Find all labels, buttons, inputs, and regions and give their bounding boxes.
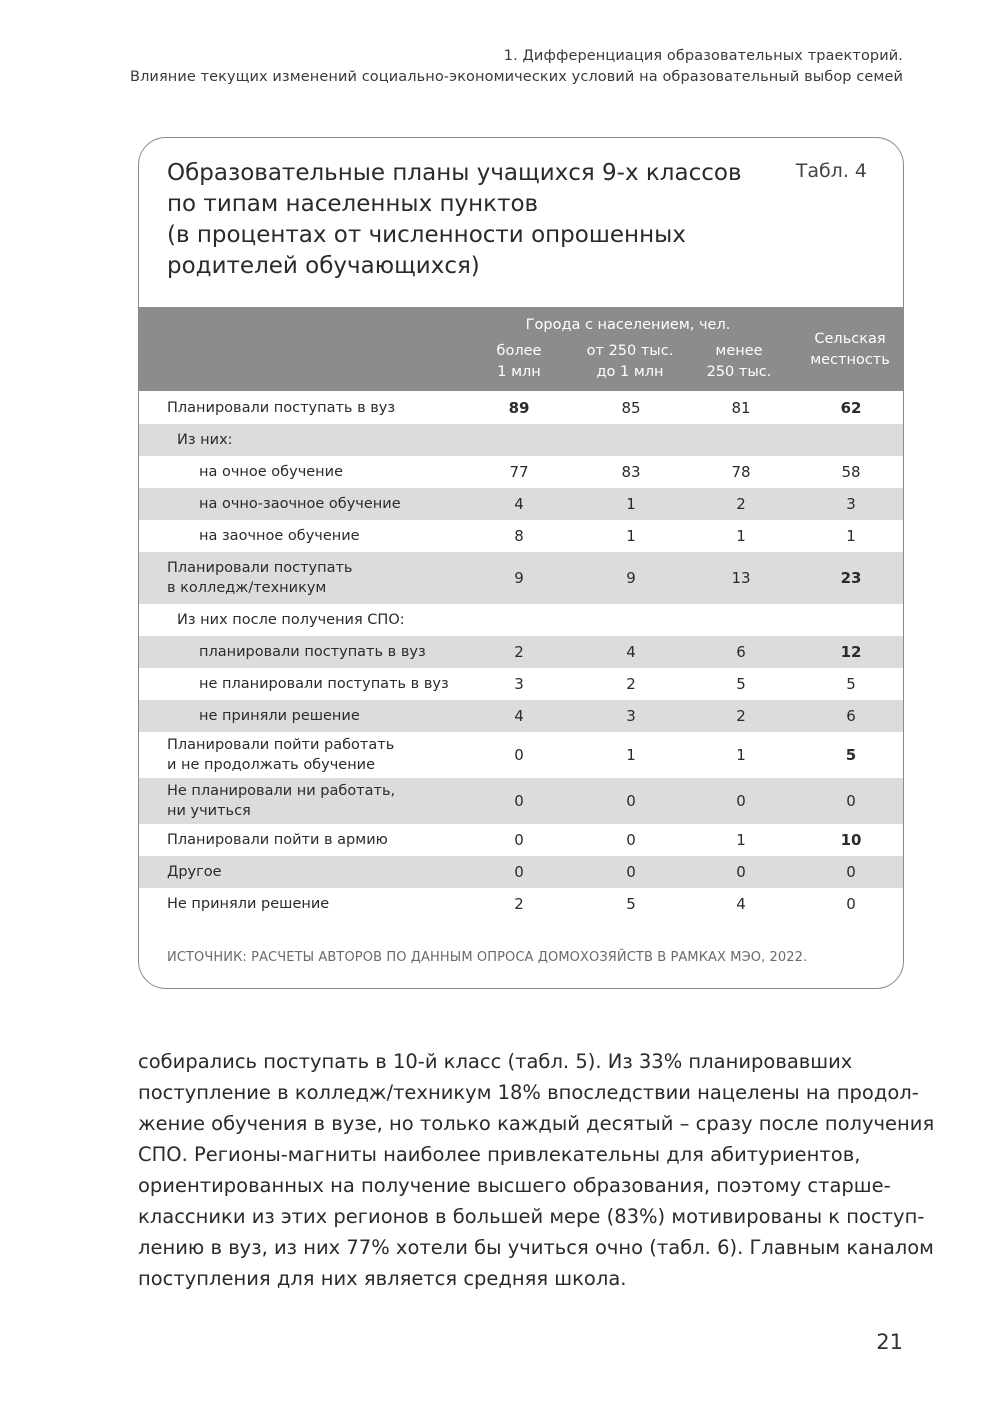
table-title-line: (в процентах от численности опрошенных bbox=[167, 222, 686, 248]
page-number: 21 bbox=[876, 1330, 903, 1354]
running-header bbox=[130, 46, 903, 88]
table-source: ИСТОЧНИК: РАСЧЕТЫ АВТОРОВ ПО ДАННЫМ ОПРОСА ДОМОХОЗЯЙСТВ В РАМКАХ МЭО, 2022. bbox=[167, 950, 808, 965]
row-label: планировали поступать в вуз bbox=[199, 644, 426, 660]
table-cell: 62 bbox=[840, 399, 862, 417]
table-cell: 2 bbox=[514, 643, 524, 661]
group-header: Города с населением, чел. bbox=[525, 317, 731, 333]
body-text bbox=[138, 1046, 935, 1294]
body-line: жение обучения в вузе, но только каждый десятый – сразу после получения bbox=[138, 1112, 935, 1135]
table-cell: 1 bbox=[736, 831, 746, 849]
table-row bbox=[139, 424, 904, 456]
table-row bbox=[139, 824, 904, 856]
table-cell: 12 bbox=[840, 643, 862, 661]
row-label: Из них после получения СПО: bbox=[177, 612, 405, 628]
row-label: Из них: bbox=[177, 432, 233, 448]
table-cell: 3 bbox=[514, 675, 524, 693]
table-cell: 5 bbox=[846, 675, 856, 693]
table-cell: 9 bbox=[626, 569, 636, 587]
table-row bbox=[139, 636, 904, 668]
table-cell: 6 bbox=[846, 707, 856, 725]
column-header-line: 1 млн bbox=[497, 364, 541, 380]
row-label: на очное обучение bbox=[199, 464, 344, 480]
table-cell: 0 bbox=[514, 831, 524, 849]
table-cell: 0 bbox=[736, 863, 746, 881]
table-cell: 0 bbox=[846, 895, 856, 913]
table-title-line: Образовательные планы учащихся 9-х классов bbox=[167, 160, 742, 186]
column-header-line: до 1 млн bbox=[596, 364, 664, 380]
table-cell: 83 bbox=[621, 463, 641, 481]
table-cell: 1 bbox=[626, 527, 636, 545]
table-card bbox=[138, 137, 904, 989]
table-title-line: по типам населенных пунктов bbox=[167, 191, 539, 217]
column-header-rural bbox=[796, 329, 904, 371]
table-cell: 3 bbox=[626, 707, 636, 725]
table-cell: 0 bbox=[626, 792, 636, 810]
table-row bbox=[139, 488, 904, 520]
row-label: Планировали поступать в вуз bbox=[167, 400, 396, 416]
table-cell: 0 bbox=[626, 831, 636, 849]
table-cell: 9 bbox=[514, 569, 524, 587]
table-row bbox=[139, 700, 904, 732]
running-header-line-2: Влияние текущих изменений социально-экономических условий на образовательный выбор семей bbox=[130, 69, 903, 85]
table-cell: 89 bbox=[508, 399, 530, 417]
table-row bbox=[139, 888, 904, 920]
column-header-medium-cities bbox=[577, 341, 683, 383]
table-row bbox=[139, 520, 904, 552]
table-cell: 0 bbox=[846, 792, 856, 810]
body-line: поступление в колледж/техникум 18% впоследствии нацелены на продол- bbox=[138, 1081, 919, 1104]
table-cell: 2 bbox=[514, 895, 524, 913]
table-cell: 2 bbox=[736, 495, 746, 513]
table-cell: 4 bbox=[514, 707, 524, 725]
column-header-line: более bbox=[496, 343, 542, 359]
row-label: не планировали поступать в вуз bbox=[199, 676, 449, 692]
table-row bbox=[139, 668, 904, 700]
row-label: на заочное обучение bbox=[199, 528, 360, 544]
table-cell: 77 bbox=[509, 463, 529, 481]
table-cell: 0 bbox=[514, 792, 524, 810]
table-row bbox=[139, 604, 904, 636]
table-cell: 5 bbox=[845, 746, 857, 764]
table-row bbox=[139, 856, 904, 888]
row-label: Другое bbox=[167, 864, 222, 880]
table-cell: 1 bbox=[626, 746, 636, 764]
table-cell: 4 bbox=[514, 495, 524, 513]
table-cell: 0 bbox=[846, 863, 856, 881]
table-cell: 0 bbox=[626, 863, 636, 881]
table-cell: 58 bbox=[841, 463, 861, 481]
table-cell: 78 bbox=[731, 463, 751, 481]
row-label: Не приняли решение bbox=[167, 896, 330, 912]
table-cell: 1 bbox=[736, 527, 746, 545]
table-row bbox=[139, 778, 904, 824]
column-header-line: Сельская bbox=[814, 331, 886, 347]
table-cell: 1 bbox=[626, 495, 636, 513]
row-label: Не планировали ни работать, ни учиться bbox=[167, 783, 396, 819]
table-cell: 2 bbox=[626, 675, 636, 693]
table-cell: 4 bbox=[736, 895, 746, 913]
column-header-small-cities bbox=[699, 341, 779, 383]
body-line: классники из этих регионов в большей мере (83%) мотивированы к поступ- bbox=[138, 1205, 925, 1228]
body-line: лению в вуз, из них 77% хотели бы учиться очно (табл. 6). Главным каналом bbox=[138, 1236, 934, 1259]
table-row bbox=[139, 456, 904, 488]
table-row bbox=[139, 392, 904, 424]
row-label: Планировали пойти в армию bbox=[167, 832, 388, 848]
row-label: Планировали пойти работать и не продолжать обучение bbox=[167, 737, 395, 773]
table-cell: 8 bbox=[514, 527, 524, 545]
table-cell: 3 bbox=[846, 495, 856, 513]
row-label: не приняли решение bbox=[199, 708, 360, 724]
table-cell: 13 bbox=[731, 569, 751, 587]
table-cell: 4 bbox=[626, 643, 636, 661]
table-cell: 6 bbox=[736, 643, 746, 661]
body-line: СПО. Регионы-магниты наиболее привлекательны для абитуриентов, bbox=[138, 1143, 861, 1166]
table-row bbox=[139, 552, 904, 604]
table-title bbox=[167, 158, 757, 282]
body-line: ориентированных на получение высшего образования, поэтому старше- bbox=[138, 1174, 891, 1197]
body-line: собирались поступать в 10-й класс (табл. 5). Из 33% планировавших bbox=[138, 1050, 853, 1073]
table-header bbox=[139, 307, 904, 391]
row-label: Планировали поступать в колледж/техникум bbox=[167, 560, 353, 596]
table-cell: 5 bbox=[736, 675, 746, 693]
column-header-large-cities bbox=[485, 341, 553, 383]
table-cell: 81 bbox=[731, 399, 751, 417]
table-cell: 2 bbox=[736, 707, 746, 725]
table-cell: 5 bbox=[626, 895, 636, 913]
table-title-line: родителей обучающихся) bbox=[167, 253, 480, 279]
table-cell: 1 bbox=[846, 527, 856, 545]
table-cell: 0 bbox=[514, 746, 524, 764]
column-header-line: 250 тыс. bbox=[706, 364, 772, 380]
table-label: Табл. 4 bbox=[795, 160, 867, 182]
column-header-line: менее bbox=[715, 343, 763, 359]
running-header-line-1: 1. Дифференциация образовательных траекторий. bbox=[503, 48, 903, 64]
table-row bbox=[139, 732, 904, 778]
table-cell: 0 bbox=[736, 792, 746, 810]
body-line: поступления для них является средняя школа. bbox=[138, 1267, 627, 1290]
table-cell: 1 bbox=[736, 746, 746, 764]
table-cell: 23 bbox=[840, 569, 862, 587]
column-header-line: от 250 тыс. bbox=[586, 343, 674, 359]
column-header-line: местность bbox=[810, 352, 890, 368]
table-cell: 10 bbox=[840, 831, 862, 849]
table-cell: 85 bbox=[621, 399, 641, 417]
table-cell: 0 bbox=[514, 863, 524, 881]
row-label: на очно-заочное обучение bbox=[199, 496, 401, 512]
